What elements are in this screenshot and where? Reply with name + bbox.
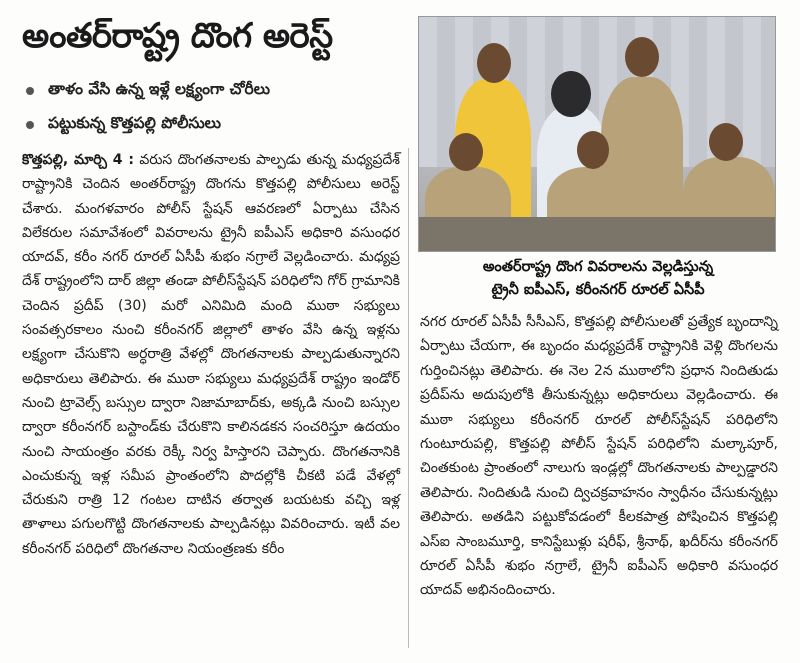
photo-person-head (551, 71, 591, 117)
bullet-icon (26, 121, 34, 129)
photo-table (419, 217, 775, 252)
article-body-left: వరుస దొంగతనాలకు పాల్పడు తున్న మధ్యప్రదేశ్ రాష్ట్రానికి చెందిన అంతర్‌రాష్ట్ర దొంగను కొత్తపల్లి పోలీసులు అరెస్ట్ చేశారు. మంగళవారం పోలీస్ స్టేషన్ ఆవరణలో ఏర్పాటు చేసిన విలేకరుల సమావేశంలో వివరాలను ట్రైనీ ఐపీఎస్ అధికారి వసుంధర యాదవ్, కరీం నగర్ రూరల్ ఏసీపీ శుభం నగ్రాలే వెల్లడించారు. మధ్యప్ర దేశ్ రాష్ట్రంలోని దార్ జిల్లా తండా పోలీస్‌స్టేషన్ పరిధిలోని గోర్ గ్రామానికి చెందిన ప్రదీప్ (30) మరో ఎనిమిది మంది ముఠా సభ్యులు సంవత్సరకాలం నుంచి కరీంనగర్ జిల్లాలో తాళం వేసి ఉన్న ఇళ్లను లక్ష్యంగా చేసుకొని అర్ధరాత్రి వేళల్లో దొంగతనాలకు పాల్పడుతున్నారని అధికారులు తెలిపారు. ఈ ముఠా సభ్యులు మధ్యప్రదేశ్ రాష్ట్రం ఇండోర్ నుంచి ట్రావెల్స్ బస్సుల ద్వారా నిజామాబాద్‌కు, అక్కడి నుంచి బస్సుల ద్వారా కరీంనగర్ బస్టాండ్‌కు చేరుకొని కాలినడకన సంచరిస్తూ ఉదయం నుంచి సాయంత్రం వరకు రెక్కీ నిర్వ హిస్తారని చెప్పారు. దొంగతనానికి ఎంచుకున్న ఇళ్ల సమీప ప్రాంతంలోని పొదల్లోకి చీకటి పడే వేళల్లో చేరుకుని రాత్రి 12 గంటల దాటిన తర్వాత బయటకు వచ్చి ఇళ్ల తాళాలు పగులగొట్టి దొంగతనాలకు పాల్పడినట్లు వివరించారు. ఇటీ వల కరీంనగర్ పరిధిలో దొంగతనాల నియంత్రణకు కరీం (22, 152, 400, 557)
photo-person-head (709, 123, 743, 161)
news-photo (418, 16, 776, 252)
photo-person-head (449, 133, 483, 171)
sub-headline-text: తాళం వేసి ఉన్న ఇళ్లే లక్ష్యంగా చోరీలు (48, 80, 271, 98)
article-column-left (22, 148, 400, 561)
article-body-right: నగర రూరల్ ఏసీపీ సీసీఎస్, కొత్తపల్లి పోలీసులతో ప్రత్యేక బృందాన్ని ఏర్పాటు చేయగా, ఈ బృందం మధ్యప్రదేశ్ రాష్ట్రానికి వెళ్లి దొంగలను గుర్తించినట్లు తెలిపారు. ఈ నెల 2న ముఠాలోని ప్రధాన నిందితుడు ప్రదీప్‌ను అదుపులోకి తీసుకున్నట్లు అధికారులు వెల్లడించారు. ఈ ముఠా సభ్యులు కరీంనగర్ రూరల్ పోలీస్‌స్టేషన్ పరిధిలోని గుంటూరుపల్లి, కొత్తపల్లి పోలీస్ స్టేషన్ పరిధిలోని మల్కాపూర్, చింతకుంట ప్రాంతంలో నాలుగు ఇండ్లల్లో దొంగతనాలకు పాల్పడ్డారని తెలిపారు. నిందితుడి నుంచి ద్విచక్రవాహనం స్వాధీనం చేసుకున్నట్లు తెలిపారు. అతడిని పట్టుకోవడంలో కీలకపాత్ర పోషించిన కొత్తపల్లి ఎస్ఐ సాంబమూర్తి, కానిస్టేబుళ్లు షరీఫ్, శ్రీనాథ్, ఖదీర్‌ను కరీంనగర్ రూరల్ ఏసీపీ శుభం నగ్రాలే, ట్రైనీ ఐపీఎస్ అధికారి వసుంధర యాదవ్ అభినందించారు. (420, 314, 778, 599)
photo-person-head (625, 37, 659, 77)
column-divider (408, 148, 409, 648)
photo-person-head (477, 43, 511, 83)
headline: అంతర్‌రాష్ట్ర దొంగ అరెస్ట్ (22, 16, 333, 56)
article-column-right (420, 310, 778, 603)
sub-headline-item (22, 74, 402, 108)
photo-person-head (577, 131, 609, 169)
photo-caption-line: ట్రైనీ ఐపీఎస్, కరీంనగర్ రూరల్ ఏసీపీ (491, 282, 705, 298)
photo-caption-line: అంతర్‌రాష్ట్ర దొంగ వివరాలను వెల్లడిస్తున్న (482, 259, 714, 275)
sub-headline-list (22, 74, 402, 142)
sub-headline-item (22, 108, 402, 142)
sub-headline-text: పట్టుకున్న కొత్తపల్లి పోలీసులు (48, 114, 222, 132)
photo-caption (420, 256, 776, 302)
dateline: కొత్తపల్లి, మార్చి 4 : (22, 152, 134, 168)
bullet-icon (26, 87, 34, 95)
